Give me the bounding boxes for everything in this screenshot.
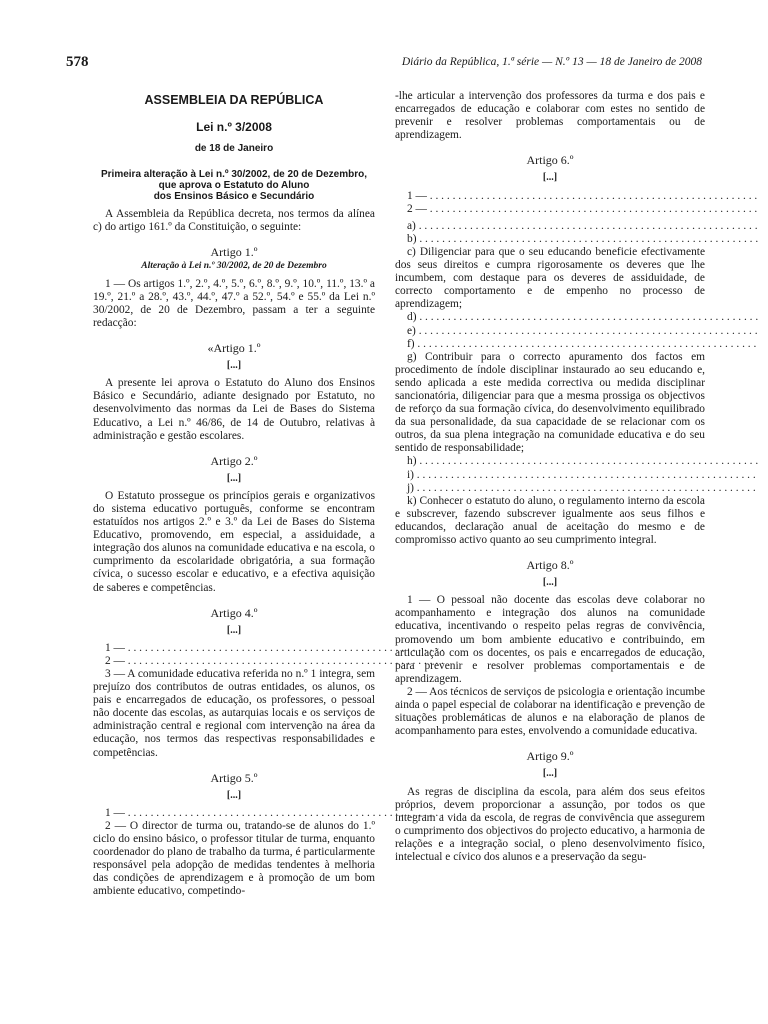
law-number: Lei n.º 3/2008 bbox=[196, 120, 272, 135]
article-6-item-g: g) Contribuir para o correcto apuramento dos factos em procedimento de índole disciplinar instaurado ao seu educando e, sendo aplicada a este medida correctiva ou medida disciplinar sancionatória, diligenciar para que a mesma prossiga os objectivos de reforço da sua formação cívica, do desenvolvimento equilibrado da sua personalidade, da sua capacidade de se relacionar com os outros, da sua plena integração na comunidade educativa e do seu sentido de responsabilidade; bbox=[395, 350, 705, 455]
article-8-paragraph-2: 2 — Aos técnicos de serviços de psicologia e orientação incumbe ainda o papel especial de colaborar na identificação e prevenção de situações problemáticas de alunos e na elaboração de planos de acompanhamento para estes, envolvendo a comunidade educativa. bbox=[395, 685, 705, 738]
article-6-heading: Artigo 6.º bbox=[526, 153, 574, 168]
elision-marker: [...] bbox=[226, 360, 242, 372]
article-4-text: 3 — A comunidade educativa referida no n.º 1 integra, sem prejuízo dos contributos de outras entidades, os alunos, os pais e encarregados de educação, os professores, o pessoal não docente das escolas, as autarquias locais e os serviços de administração central e regional com intervenção na área da educação, nos termos das respectivas responsabilidades e competências. bbox=[93, 668, 375, 759]
elided-item: h) . . . . . . . . . . . . . . . . . . . . . . . . . . . . . . . . . . . . . . . . . . . . . . . . . . . . . . . . . . . . bbox=[407, 455, 759, 468]
elision-marker: [...] bbox=[542, 172, 558, 184]
article-8-paragraph-1: 1 — O pessoal não docente das escolas deve colaborar no acompanhamento e integração dos alunos na comunidade educativa, incentivando o respeito pelas regras de convivência, promovendo um bom ambiente educativo e contribuindo, em articulação com os docentes, os pais e encarregados de educação, para prevenir e resolver problemas comportamentais e de aprendizagem. bbox=[395, 594, 705, 685]
elided-item: b) . . . . . . . . . . . . . . . . . . . . . . . . . . . . . . . . . . . . . . . . . . . . . . . . . . . . . . . . . . . . bbox=[407, 232, 759, 245]
page-number: 578 bbox=[66, 54, 89, 70]
journal-title: Diário da República, 1.ª série — N.º 13 — 18 de Janeiro de 2008 bbox=[401, 56, 702, 68]
elided-item: j) . . . . . . . . . . . . . . . . . . . . . . . . . . . . . . . . . . . . . . . . . . . . . . . . . . . . . . . . . . . . bbox=[407, 481, 756, 494]
article-2-heading: Artigo 2.º bbox=[210, 453, 258, 468]
elision-marker: [...] bbox=[226, 789, 242, 801]
elision-marker: [...] bbox=[542, 768, 558, 780]
elided-item: d) . . . . . . . . . . . . . . . . . . . . . . . . . . . . . . . . . . . . . . . . . . . . . . . . . . . . . . . . . . . . bbox=[407, 311, 759, 324]
elided-line: 2 — . . . . . . . . . . . . . . . . . . . . . . . . . . . . . . . . . . . . . . . . . . . . . . . . . . . . . . . . bbox=[105, 654, 444, 667]
article-5-text: 2 — O director de turma ou, tratando-se de alunos do 1.º ciclo do ensino básico, o professor titular de turma, enquanto coordenador do plano de trabalho da turma, é particularmente responsável pela adopção de medidas tendentes à melhoria das condições de aprendizagem e à promoção de um bom ambiente educativo, competindo- bbox=[93, 819, 375, 898]
law-title-line: Primeira alteração à Lei n.º 30/2002, de 20 de Dezembro, bbox=[100, 169, 367, 181]
article-5-heading: Artigo 5.º bbox=[210, 770, 258, 785]
page-header bbox=[66, 54, 702, 74]
elided-line: 1 — . . . . . . . . . . . . . . . . . . . . . . . . . . . . . . . . . . . . . . . . . . . . . . . . . . . . . . . . bbox=[105, 641, 444, 654]
article-9-text: As regras de disciplina da escola, para além dos seus efeitos próprios, devem proporcionar a assunção, por todos os que integram a vida da escola, de regras de convivência que assegurem o cumprimento dos objectivos do projecto educativo, a harmonia de relações e a integração social, o pleno desenvolvimento físico, intelectual e cívico dos alunos e a preservação da segu- bbox=[395, 785, 705, 863]
elision-marker: [...] bbox=[226, 472, 242, 484]
article-9-heading: Artigo 9.º bbox=[526, 749, 574, 764]
law-title-line: que aprova o Estatuto do Aluno bbox=[158, 180, 310, 192]
elided-item: a) . . . . . . . . . . . . . . . . . . . . . . . . . . . . . . . . . . . . . . . . . . . . . . . . . . . . . . . . . . . . bbox=[407, 219, 758, 232]
quoted-article-1-heading: «Artigo 1.º bbox=[207, 341, 261, 356]
article-1-heading: Artigo 1.º bbox=[210, 245, 258, 260]
elided-item: e) . . . . . . . . . . . . . . . . . . . . . . . . . . . . . . . . . . . . . . . . . . . . . . . . . . . . . . . . . . . . bbox=[407, 324, 758, 337]
article-4-heading: Artigo 4.º bbox=[210, 605, 258, 620]
intro-paragraph: A Assembleia da República decreta, nos termos da alínea c) do artigo 161.º da Constituição, o seguinte: bbox=[93, 208, 375, 234]
elided-item: i) . . . . . . . . . . . . . . . . . . . . . . . . . . . . . . . . . . . . . . . . . . . . . . . . . . . . . . . . . . . . bbox=[407, 468, 756, 481]
elided-item: f) . . . . . . . . . . . . . . . . . . . . . . . . . . . . . . . . . . . . . . . . . . . . . . . . . . . . . . . . . . . . bbox=[407, 337, 757, 350]
article-6-item-k: k) Conhecer o estatuto do aluno, o regulamento interno da escola e subscrever, fazendo subscrever igualmente aos seus filhos e educandos, declaração anual de aceitação do mesmo e de compromisso activo quanto ao seu cumprimento integral. bbox=[395, 494, 705, 546]
left-column bbox=[93, 90, 444, 899]
article-1-text: 1 — Os artigos 1.º, 2.º, 4.º, 5.º, 6.º, 8.º, 9.º, 10.º, 11.º, 13.º a 19.º, 21.º a 28.º, 43.º, 44.º, 47.º a 52.º, 54.º e 55.º da Lei n.º 30/2002, de 20 de Dezembro, passam a ter a seguinte redacção: bbox=[93, 277, 375, 329]
elided-line: 1 — . . . . . . . . . . . . . . . . . . . . . . . . . . . . . . . . . . . . . . . . . . . . . . . . . . . . . . . . bbox=[105, 806, 444, 819]
law-title bbox=[93, 169, 375, 202]
elision-marker: [...] bbox=[542, 577, 558, 589]
article-8-heading: Artigo 8.º bbox=[526, 558, 574, 573]
elided-line: 1 — . . . . . . . . . . . . . . . . . . . . . . . . . . . . . . . . . . . . . . . . . . . . . . . . . . . . . . . . . . bbox=[407, 189, 758, 202]
institution-heading: ASSEMBLEIA DA REPÚBLICA bbox=[144, 93, 324, 107]
article-1-subheading: Alteração à Lei n.º 30/2002, de 20 de Dezembro bbox=[141, 260, 327, 271]
law-title-line: dos Ensinos Básico e Secundário bbox=[153, 191, 315, 203]
right-column bbox=[395, 90, 759, 864]
elided-line: 2 — . . . . . . . . . . . . . . . . . . . . . . . . . . . . . . . . . . . . . . . . . . . . . . . . . . . . . . . . . . bbox=[407, 202, 758, 215]
article-2-text: O Estatuto prossegue os princípios gerais e organizativos do sistema educativo português, conforme se encontram estatuídos nos artigos 2.º e 3.º da Lei de Bases do Sistema Educativo, promovendo, em especial, a assiduidade, a integração dos alunos na comunidade educativa e na escola, o cumprimento da escolaridade obrigatória, a sua formação cívica, o sucesso escolar e educativo, e a efectiva aquisição de saberes e competências. bbox=[93, 489, 375, 594]
continued-text: -lhe articular a intervenção dos professores da turma e dos pais e encarregados de educação e colaborar com estes no sentido de prevenir e resolver problemas comportamentais ou de aprendizagem. bbox=[395, 90, 705, 142]
elision-marker: [...] bbox=[226, 624, 242, 636]
article-6-item-c: c) Diligenciar para que o seu educando beneficie efectivamente dos seus direitos e cumpra rigorosamente os deveres que lhe incumbem, com destaque para os deveres de assiduidade, de correcto comportamento e de empenho no processo de aprendizagem; bbox=[395, 245, 705, 311]
quoted-article-1-text: A presente lei aprova o Estatuto do Aluno dos Ensinos Básico e Secundário, adiante designado por Estatuto, no desenvolvimento das normas da Lei de Bases do Sistema Educativo, a Lei n.º 46/86, de 14 de Outubro, relativas à administração e gestão escolares. bbox=[93, 377, 375, 442]
law-date: de 18 de Janeiro bbox=[194, 143, 274, 155]
